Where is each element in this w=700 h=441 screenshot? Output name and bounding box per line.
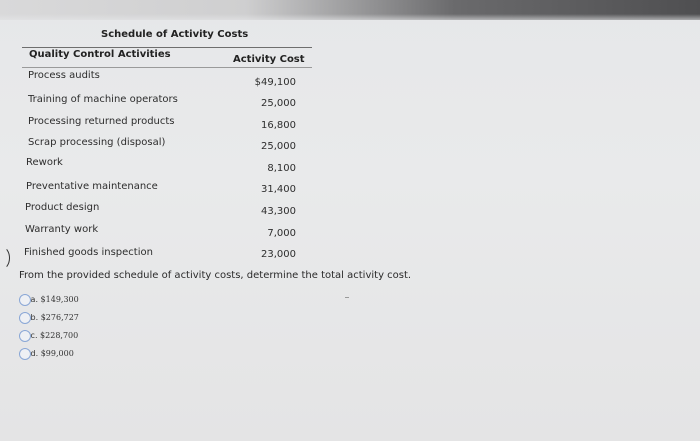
left-bracket-mark	[0, 246, 10, 270]
row-label-preventative: Preventative maintenance	[26, 181, 158, 192]
stray-mark	[345, 297, 349, 298]
row-value-process-audits: $49,100	[254, 77, 296, 88]
answer-option-a[interactable]	[19, 294, 79, 306]
option-letter: c.	[30, 331, 38, 340]
row-label-finished-goods: Finished goods inspection	[24, 247, 153, 258]
table-title: Schedule of Activity Costs	[101, 29, 249, 40]
row-label-rework: Rework	[26, 157, 63, 168]
radio-button-icon[interactable]	[19, 348, 31, 360]
radio-button-icon[interactable]	[19, 330, 31, 342]
row-value-training: 25,000	[261, 98, 296, 109]
column-header-cost: Activity Cost	[233, 54, 305, 65]
option-letter: d.	[30, 349, 39, 358]
radio-button-icon[interactable]	[19, 312, 31, 324]
radio-button-icon[interactable]	[19, 294, 31, 306]
row-label-warranty: Warranty work	[25, 224, 99, 235]
row-value-scrap: 25,000	[261, 141, 296, 152]
option-letter: a.	[30, 295, 38, 304]
row-value-processing-returned: 16,800	[261, 120, 296, 131]
column-header-activity: Quality Control Activities	[29, 49, 171, 60]
row-value-warranty: 7,000	[267, 228, 296, 239]
option-text: $99,000	[40, 349, 74, 358]
row-value-finished-goods: 23,000	[261, 249, 296, 260]
row-value-product-design: 43,300	[261, 206, 296, 217]
option-text: $228,700	[40, 331, 79, 340]
row-label-product-design: Product design	[25, 202, 100, 213]
table-header-rule	[22, 67, 312, 68]
answer-option-b[interactable]	[19, 312, 79, 324]
row-value-rework: 8,100	[267, 163, 296, 174]
row-label-training: Training of machine operators	[28, 94, 178, 105]
row-label-process-audits: Process audits	[28, 70, 100, 81]
question-text: From the provided schedule of activity costs, determine the total activity cost.	[19, 270, 412, 281]
option-letter: b.	[30, 313, 39, 322]
row-value-preventative: 31,400	[261, 184, 296, 195]
table-top-rule	[22, 47, 312, 48]
option-text: $149,300	[40, 295, 79, 304]
answer-option-d[interactable]	[19, 348, 74, 360]
option-text: $276,727	[40, 313, 79, 322]
top-bar-fade	[0, 14, 700, 24]
row-label-scrap: Scrap processing (disposal)	[28, 137, 166, 148]
row-label-processing-returned: Processing returned products	[28, 116, 175, 127]
answer-option-c[interactable]	[19, 330, 78, 342]
